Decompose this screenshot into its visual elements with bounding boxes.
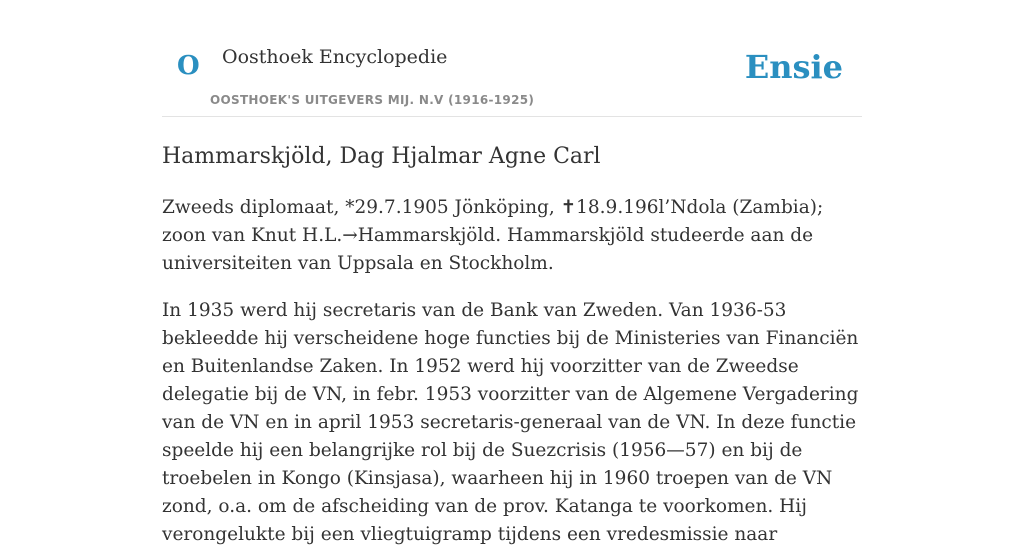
publisher-name: OOSTHOEK'S UITGEVERS MIJ. N.V (1916-1925) <box>210 93 535 107</box>
paragraph-text: . Hammarskjöld studeerde aan de universiteiten van Uppsala en Stockholm. <box>162 224 814 274</box>
cross-reference-link[interactable]: →Hammarskjöld <box>342 224 496 246</box>
article-paragraph: In 1935 werd hij secretaris van de Bank van Zweden. Van 1936-53 bekleedde hij verscheidene hoge functies bij de Ministeries van Financiën en Buitenlandse Zaken. In 1952 werd hij voorzitter van de Zweedse delegatie bij de VN, in febr. 1953 voorzitter van de Algemene Vergadering van de VN en in april 1953 secretaris-generaal van de VN. In deze functie speelde hij een belangrijke rol bij de Suezcrisis (1956—57) en bij de troebelen in Kongo (Kinsjasa), waarheen hij in 1960 troepen van de VN zond, o.a. om de afscheiding van de prov. Katanga te voorkomen. Hij verongelukte bij een vliegtuigramp tijdens een vredesmissie naar <box>162 299 859 545</box>
publication-title[interactable]: Oosthoek Encyclopedie <box>222 46 448 68</box>
paragraph-text: Zweeds diplomaat, *29.7.1905 Jönköping, ✝18.9.196l’Ndola (Zambia); zoon van Knut H.L. <box>162 196 824 246</box>
ensie-brand-logo[interactable]: Ensie <box>744 48 843 86</box>
article-title: Hammarskjöld, Dag Hjalmar Agne Carl <box>162 144 601 169</box>
page-container <box>162 0 862 549</box>
publication-logo[interactable]: O <box>177 51 200 81</box>
article-paragraph <box>162 194 862 278</box>
publication-header <box>162 0 862 117</box>
